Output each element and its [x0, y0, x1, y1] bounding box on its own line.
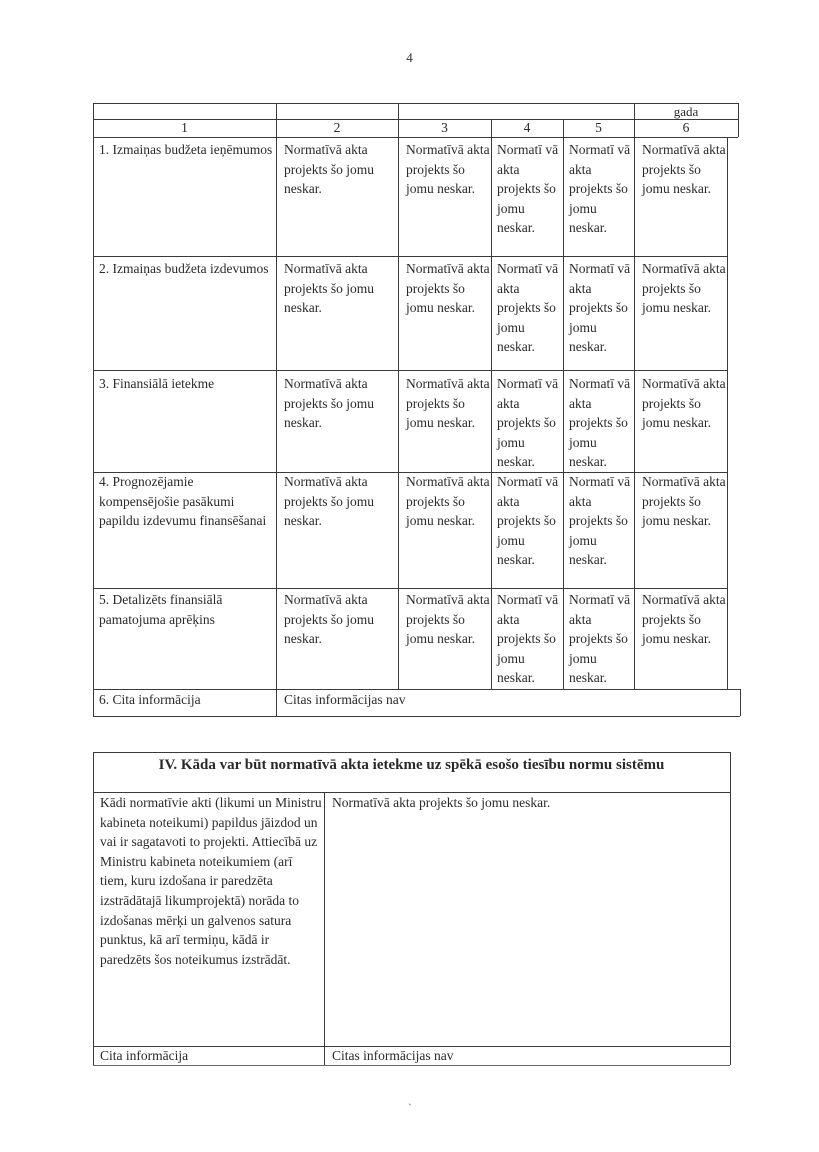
- table-cell: Normatīvā akta projekts šo jomu neskar.: [642, 376, 726, 430]
- table-cell: Normatī vā akta projekts šo jomu neskar.: [569, 474, 631, 567]
- table-cell: Normatī vā akta projekts šo jomu neskar.: [569, 592, 631, 685]
- column-number-1: 1: [181, 120, 188, 135]
- column-number-2: 2: [333, 120, 341, 135]
- scan-mark: ˏ: [408, 1092, 412, 1106]
- table-border: [738, 103, 739, 137]
- table-cell: Normatīvā akta projekts šo jomu neskar.: [406, 261, 490, 315]
- other-info-value: Citas informācijas nav: [332, 1048, 454, 1063]
- table-cell: Normatī vā akta projekts šo jomu neskar.: [569, 261, 631, 354]
- column-number-3: 3: [441, 120, 448, 135]
- row-label-financial-impact: 3. Finansiālā ietekme: [99, 376, 215, 391]
- row-label-revenue-changes: 1. Izmaiņas budžeta ieņēmumos: [99, 142, 273, 157]
- table-cell: Normatīvā akta projekts šo jomu neskar.: [284, 261, 374, 315]
- table-border: [563, 119, 564, 689]
- table-border: [93, 752, 730, 753]
- table-border: [491, 119, 492, 689]
- table-cell: Normatī vā akta projekts šo jomu neskar.: [569, 142, 631, 235]
- table-border: [730, 752, 731, 1065]
- table-cell: Normatīvā akta projekts šo jomu neskar.: [284, 376, 374, 430]
- row-label-expenditure-changes: 2. Izmaiņas budžeta izdevumos: [99, 261, 269, 276]
- table-border: [727, 137, 728, 689]
- table-border: [93, 256, 728, 257]
- table-cell: Normatīvā akta projekts šo jomu neskar.: [406, 592, 490, 646]
- table-border: [740, 689, 741, 716]
- table-cell: Normatīvā akta projekts šo jomu neskar.: [284, 142, 374, 196]
- section-title: IV. Kāda var būt normatīvā akta ietekme uz spēkā esošo tiesību normu sistēmu: [158, 757, 665, 773]
- table-cell: Normatī vā akta projekts šo jomu neskar.: [569, 376, 631, 469]
- table-border: [324, 792, 325, 1065]
- table-border: [634, 103, 635, 689]
- table-cell: Normatīvā akta projekts šo jomu neskar.: [642, 592, 726, 646]
- table-border: [276, 103, 277, 716]
- table-cell: Normatī vā akta projekts šo jomu neskar.: [497, 474, 559, 567]
- other-info-value: Citas informācijas nav: [284, 692, 406, 707]
- row-label-compensatory-measures: 4. Prognozējamie kompensējošie pasākumi papildu izdevumu finansēšanai: [99, 474, 267, 528]
- table-border: [93, 588, 728, 589]
- header-year-label: gada: [673, 104, 699, 119]
- table-cell: Normatī vā akta projekts šo jomu neskar.: [497, 592, 559, 685]
- table-border: [93, 370, 728, 371]
- table-cell: Normatīvā akta projekts šo jomu neskar.: [406, 142, 490, 196]
- table-cell: Normatīvā akta projekts šo jomu neskar.: [642, 142, 726, 196]
- row-label-other-info: Cita informācija: [100, 1048, 189, 1063]
- table-cell: Normatī vā akta projekts šo jomu neskar.: [497, 376, 559, 469]
- table-border: [93, 137, 738, 138]
- page-number: 4: [406, 50, 413, 65]
- table-border: [398, 103, 399, 689]
- table-cell: Normatīvā akta projekts šo jomu neskar.: [284, 592, 374, 646]
- table-cell: Normatīvā akta projekts šo jomu neskar.: [284, 474, 374, 528]
- table-cell: Normatīvā akta projekts šo jomu neskar.: [642, 261, 726, 315]
- row-label-detailed-calculation: 5. Detalizēts finansiālā pamatojuma aprēķins: [99, 592, 223, 627]
- table-cell: Normatīvā akta projekts šo jomu neskar.: [642, 474, 726, 528]
- table-cell: Normatīvā akta projekts šo jomu neskar.: [406, 376, 490, 430]
- table-cell: Normatī vā akta projekts šo jomu neskar.: [497, 261, 559, 354]
- row-label-required-acts: Kādi normatīvie akti (likumi un Ministru kabineta noteikumi) papildus jāizdod un vai ir sagatavoti to projekti. Attiecībā uz Ministru kabineta noteikumiem (arī tiem, kuru izdošana ir paredzēta izstrādātajā likumprojektā) norāda to izdošanas mērķi un galvenos satura punktus, kā arī termiņu, kādā ir paredzēts šos noteikumus izstrādāt.: [100, 795, 322, 967]
- column-number-5: 5: [595, 120, 602, 135]
- row-label-other-info: 6. Cita informācija: [99, 692, 201, 707]
- column-number-6: 6: [682, 120, 690, 135]
- column-number-4: 4: [523, 120, 531, 135]
- table-cell: Normatī vā akta projekts šo jomu neskar.: [497, 142, 559, 235]
- required-acts-value: Normatīvā akta projekts šo jomu neskar.: [332, 795, 551, 810]
- table-cell: Normatīvā akta projekts šo jomu neskar.: [406, 474, 490, 528]
- table-border: [93, 716, 740, 717]
